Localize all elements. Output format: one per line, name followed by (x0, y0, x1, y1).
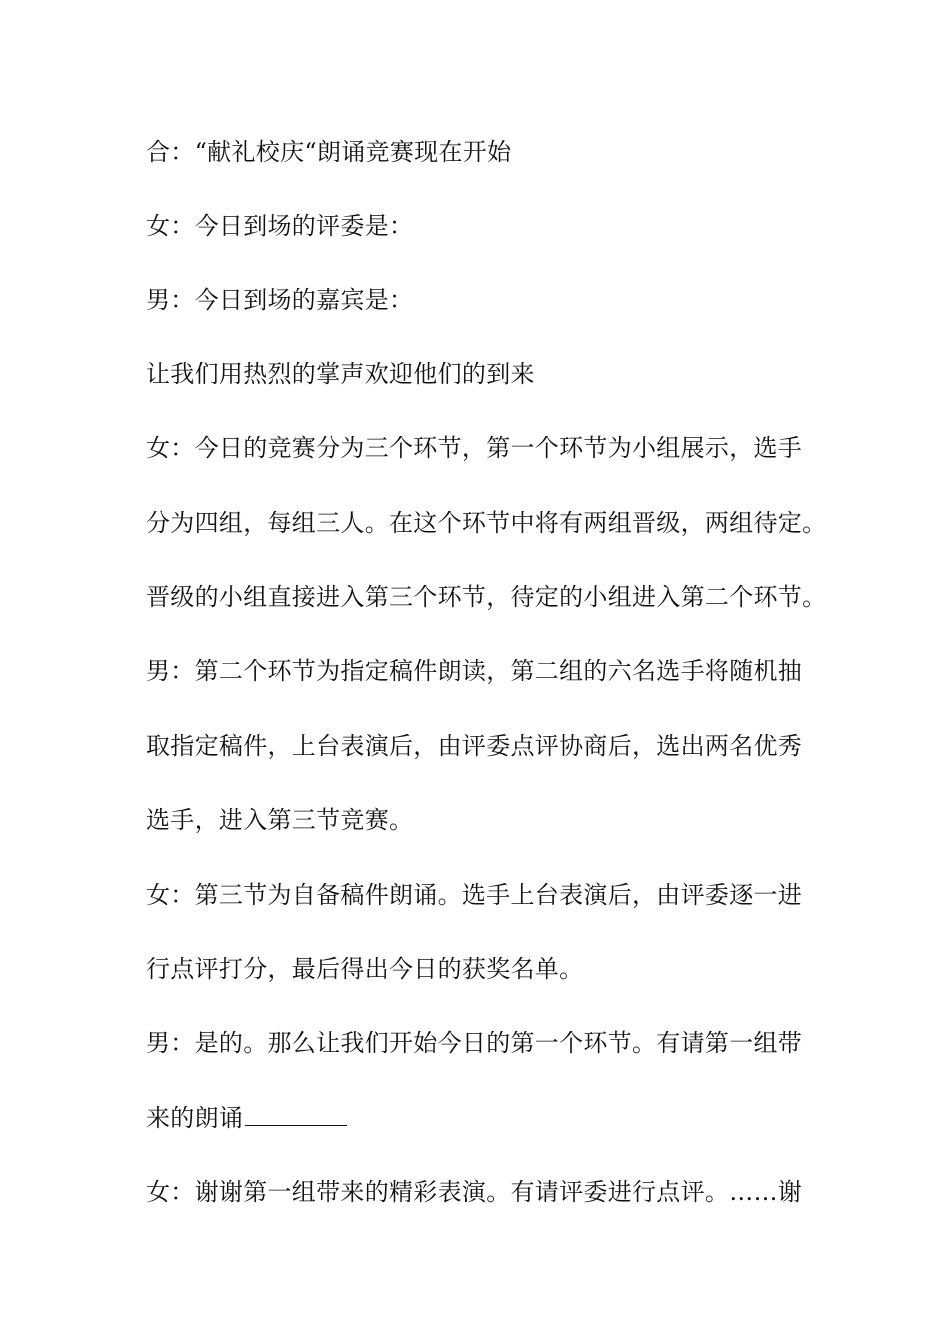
text-line: 男：第二个环节为指定稿件朗读，第二组的六名选手将随机抽 (146, 657, 803, 685)
text-line: 男：是的。那么让我们开始今日的第一个环节。有请第一组带 (146, 1029, 803, 1057)
text-line: 合：“献礼校庆“朗诵竞赛现在开始 (146, 138, 512, 166)
text-line: 女：今日到场的评委是： (146, 212, 414, 240)
text-line: 男：今日到场的嘉宾是： (146, 286, 414, 314)
text-line: 晋级的小组直接进入第三个环节，待定的小组进入第二个环节。 (146, 583, 827, 611)
text-line: 女：第三节为自备稿件朗诵。选手上台表演后，由评委逐一进 (146, 881, 803, 909)
text-line-with-blank (146, 1103, 846, 1133)
text-line: 行点评打分，最后得出今日的获奖名单。 (146, 955, 584, 983)
text-line: 女：今日的竞赛分为三个环节，第一个环节为小组展示，选手 (146, 434, 803, 462)
fill-in-blank-underline (245, 1105, 347, 1126)
text-line: 让我们用热烈的掌声欢迎他们的到来 (146, 360, 535, 388)
text-line: 来的朗诵 (146, 1104, 244, 1132)
text-line: 分为四组，每组三人。在这个环节中将有两组晋级，两组待定。 (146, 509, 827, 537)
text-line: 女：谢谢第一组带来的精彩表演。有请评委进行点评。……谢 (146, 1178, 803, 1206)
text-line: 取指定稿件，上台表演后，由评委点评协商后，选出两名优秀 (146, 732, 803, 760)
text-line: 选手，进入第三节竞赛。 (146, 806, 414, 834)
